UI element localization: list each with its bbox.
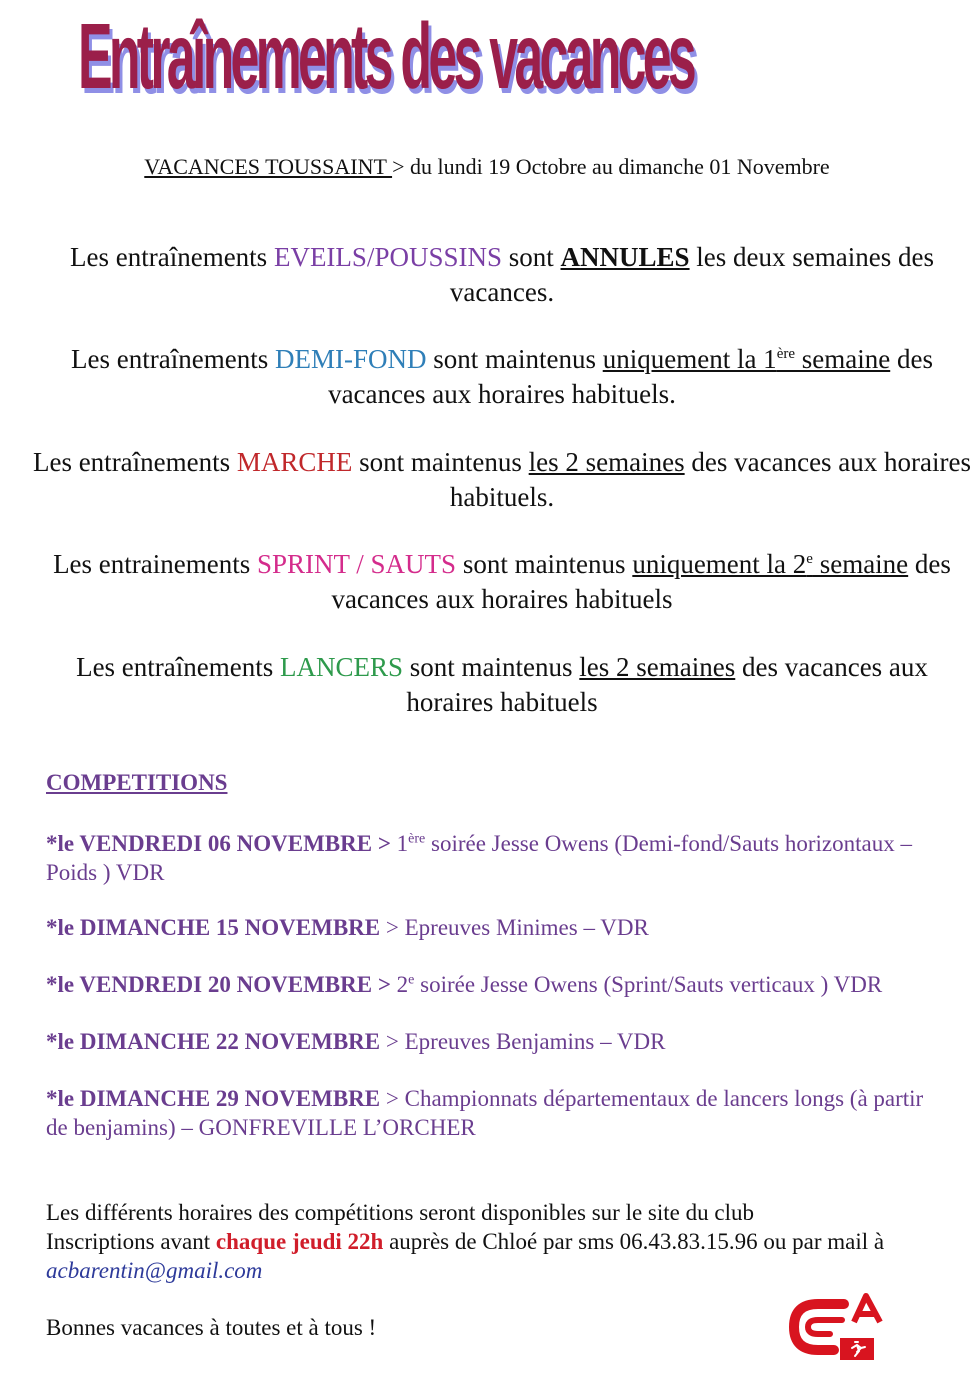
logo-inner-stroke <box>808 1320 842 1334</box>
week-text: uniquement la 2 <box>632 549 807 579</box>
cancelled-label: ANNULES <box>560 242 690 272</box>
week-condition: les 2 semaines <box>579 652 736 682</box>
notice-marche <box>30 445 974 515</box>
competition-text: 2 <box>390 972 409 997</box>
notice-eveils-poussins <box>30 240 974 310</box>
notice-text: des vacances aux horaires habituels. <box>449 447 972 512</box>
period-label: VACANCES TOUSSAINT <box>144 154 393 179</box>
group-name-marche: MARCHE <box>236 447 353 477</box>
notice-text: sont <box>502 242 561 272</box>
ordinal-sup: ère <box>776 346 795 362</box>
page-title: Entraînements des vacances <box>78 4 693 108</box>
notice-demi-fond <box>30 342 974 412</box>
closing-message: Bonnes vacances à toutes et à tous ! <box>46 1315 377 1340</box>
notice-text: sont maintenus <box>352 447 529 477</box>
notice-text: Les entrainements <box>53 549 257 579</box>
registration-text: Inscriptions avant <box>46 1229 216 1254</box>
period-dates: > du lundi 19 Octobre au dimanche 01 Novembre <box>392 154 830 179</box>
logo-letter-a <box>854 1296 880 1322</box>
notice-text: sont maintenus <box>403 652 580 682</box>
competition-text: soirée Jesse Owens (Demi-fond/Sauts horizontaux – Poids ) VDR <box>46 831 912 885</box>
logo-letter-c <box>794 1304 844 1350</box>
competition-item <box>46 1084 946 1142</box>
competition-date: *le DIMANCHE 22 NOVEMBRE <box>46 1029 381 1054</box>
notice-text: des vacances aux horaires habituels <box>331 549 951 614</box>
notice-sprint-sauts <box>30 547 974 617</box>
competition-item <box>46 913 946 942</box>
week-text: uniquement la 1 <box>602 344 777 374</box>
notice-text: sont maintenus <box>456 549 633 579</box>
schedule-info <box>46 1198 966 1285</box>
registration-info <box>46 1227 966 1256</box>
competition-item <box>46 829 946 887</box>
notice-lancers <box>30 650 974 720</box>
ordinal-sup: ère <box>408 831 426 847</box>
group-name-lancers: LANCERS <box>280 652 404 682</box>
competition-text: > Epreuves Benjamins – VDR <box>380 1029 666 1054</box>
competition-text: soirée Jesse Owens (Sprint/Sauts verticaux ) VDR <box>414 972 883 997</box>
registration-text: auprès de Chloé par sms 06.43.83.15.96 ou par mail à <box>383 1229 885 1254</box>
notice-text: Les entraînements <box>76 652 281 682</box>
deadline-highlight: chaque jeudi 22h <box>215 1229 384 1254</box>
group-name-sprint-sauts: SPRINT / SAUTS <box>257 549 457 579</box>
competition-date: *le VENDREDI 06 NOVEMBRE > <box>46 831 391 856</box>
notice-text: Les entraînements <box>32 447 237 477</box>
week-condition: les 2 semaines <box>528 447 685 477</box>
week-condition <box>632 549 908 579</box>
week-condition <box>603 344 891 374</box>
schedule-availability: Les différents horaires des compétitions seront disponibles sur le site du club <box>46 1200 754 1225</box>
competitions-heading: COMPETITIONS <box>46 770 228 795</box>
notice-text: des vacances aux horaires habituels. <box>328 344 933 409</box>
notice-text: Les entraînements <box>70 242 274 272</box>
competition-item <box>46 970 946 999</box>
week-text: semaine <box>812 549 909 579</box>
email-link[interactable]: acbarentin@gmail.com <box>46 1258 263 1283</box>
competition-item <box>46 1027 946 1056</box>
competition-date: *le DIMANCHE 29 NOVEMBRE <box>46 1086 381 1111</box>
notice-text: des vacances aux horaires habituels <box>406 652 928 717</box>
notice-text: Les entraînements <box>71 344 275 374</box>
notice-text: sont maintenus <box>426 344 603 374</box>
competition-text: 1 <box>390 831 409 856</box>
competition-text: > Championnats départementaux de lancers longs (à partir de benjamins) – GONFREVILLE L’ORCHER <box>46 1086 924 1140</box>
club-logo <box>782 1290 892 1365</box>
ordinal-sup: e <box>806 551 813 567</box>
ordinal-sup: e <box>408 972 415 988</box>
group-name-demi-fond: DEMI-FOND <box>274 344 427 374</box>
notice-text: les deux semaines des vacances. <box>449 242 934 307</box>
competition-date: *le VENDREDI 20 NOVEMBRE > <box>46 972 391 997</box>
week-text: semaine <box>795 344 891 374</box>
period-line <box>0 154 974 180</box>
competition-date: *le DIMANCHE 15 NOVEMBRE <box>46 915 381 940</box>
group-name-eveils: EVEILS/POUSSINS <box>273 242 502 272</box>
competition-text: > Epreuves Minimes – VDR <box>380 915 649 940</box>
